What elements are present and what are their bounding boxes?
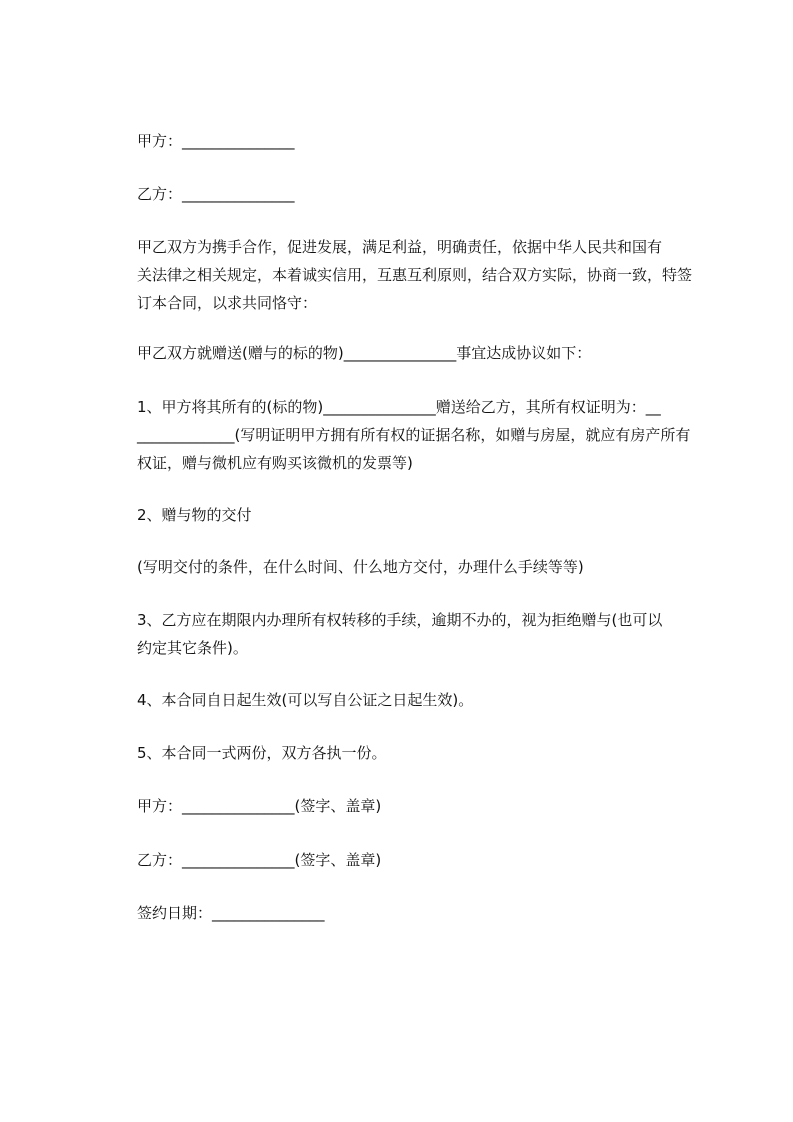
preamble-line-3: 订本合同，以求共同恪守： bbox=[137, 294, 318, 312]
signature-party-a: 甲方：_______________(签字、盖章) bbox=[137, 797, 382, 815]
clause3-line-1: 3、乙方应在期限内办理所有权转移的手续，逾期不办的，视为拒绝赠与(也可以 bbox=[137, 611, 663, 629]
party-b-line: 乙方：_______________ bbox=[137, 185, 295, 203]
party-a-line: 甲方：_______________ bbox=[137, 132, 295, 150]
clause2-title: 2、赠与物的交付 bbox=[137, 506, 252, 524]
clause1-line-3: 权证，赠与微机应有购买该微机的发票等) bbox=[137, 454, 413, 472]
clause3-line-2: 约定其它条件)。 bbox=[137, 639, 248, 657]
clause1-line-2: _____________(写明证明甲方拥有所有权的证据名称，如赠与房屋，就应有房产所有 bbox=[137, 426, 691, 444]
subject-clause: 甲乙双方就赠送(赠与的标的物)_______________事宜达成协议如下： bbox=[137, 344, 592, 362]
clause2-note: (写明交付的条件，在什么时间、什么地方交付，办理什么手续等等) bbox=[137, 558, 584, 576]
clause1-line-1: 1、甲方将其所有的(标的物)_______________赠送给乙方，其所有权证明为：__ bbox=[137, 398, 661, 416]
clause5: 5、本合同一式两份，双方各执一份。 bbox=[137, 744, 387, 762]
signature-date: 签约日期：_______________ bbox=[137, 904, 325, 922]
preamble-line-2: 关法律之相关规定，本着诚实信用，互惠互利原则，结合双方实际，协商一致，特签 bbox=[137, 266, 693, 284]
signature-party-b: 乙方：_______________(签字、盖章) bbox=[137, 851, 382, 869]
preamble-line-1: 甲乙双方为携手合作，促进发展，满足利益，明确责任，依据中华人民共和国有 bbox=[137, 238, 663, 256]
clause4: 4、本合同自日起生效(可以写自公证之日起生效)。 bbox=[137, 691, 474, 709]
